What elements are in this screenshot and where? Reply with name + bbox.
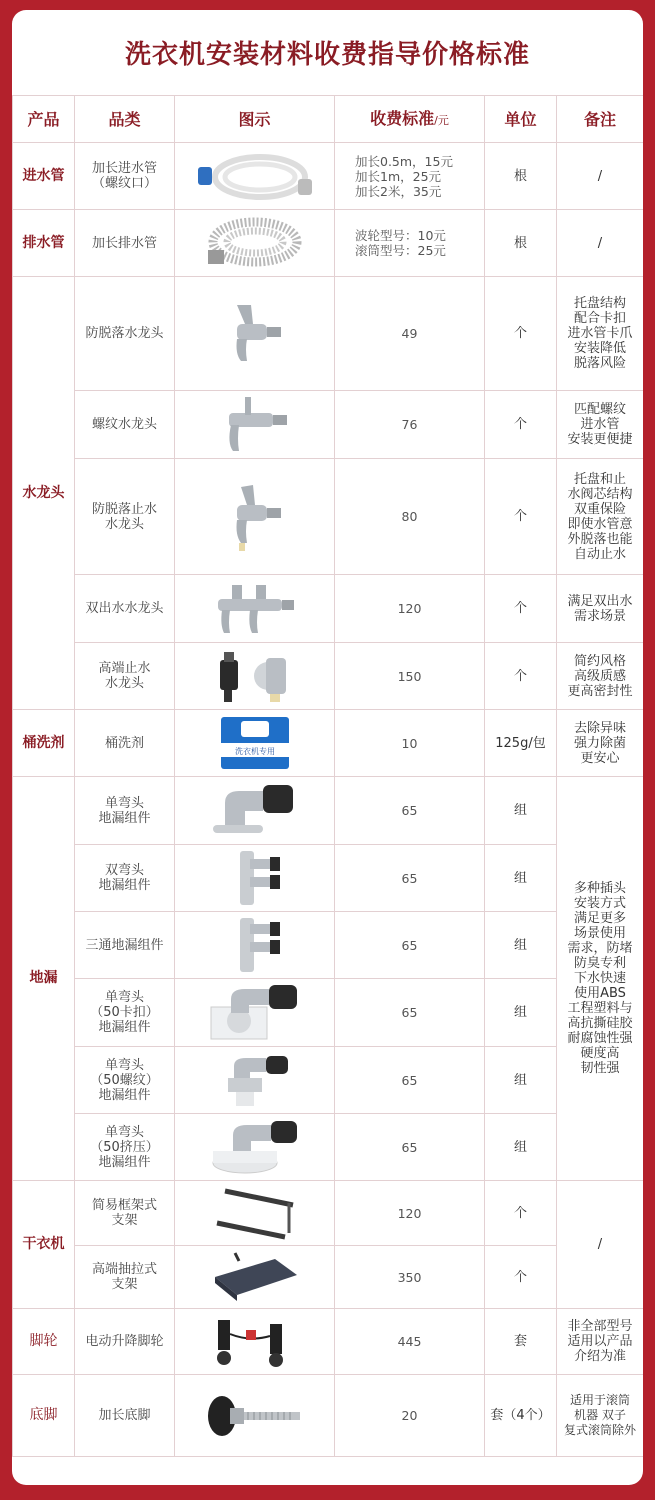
product-dryer: 干衣机 [13, 1181, 75, 1309]
unit-cell: 根 [485, 143, 557, 210]
unit-cell: 125g/包 [485, 710, 557, 777]
note-cell: 非全部型号 适用以产品 介绍为准 [557, 1309, 644, 1375]
table-row [13, 845, 644, 912]
product-floor-drain: 地漏 [13, 777, 75, 1181]
faucet-icon [215, 299, 295, 369]
unit-cell: 个 [485, 643, 557, 710]
product-inlet-hose: 进水管 [13, 143, 75, 210]
category-cell: 单弯头 地漏组件 [75, 777, 175, 845]
unit-cell: 组 [485, 1114, 557, 1181]
unit-cell: 个 [485, 277, 557, 391]
table-row [13, 143, 644, 210]
frame-bracket-icon [205, 1183, 305, 1243]
product-faucet: 水龙头 [13, 277, 75, 710]
image-cell [175, 277, 335, 391]
image-cell [175, 777, 335, 845]
product-caster: 脚轮 [13, 1309, 75, 1375]
price-cell: 65 [335, 777, 485, 845]
price-cell: 150 [335, 643, 485, 710]
price-cell: 65 [335, 979, 485, 1047]
image-cell [175, 575, 335, 643]
thread-elbow-drain-icon [210, 1050, 300, 1110]
page-title: 洗衣机安装材料收费指导价格标准 [124, 40, 530, 70]
unit-cell: 个 [485, 391, 557, 459]
unit-cell: 组 [485, 1047, 557, 1114]
image-cell [175, 1375, 335, 1457]
price-table [12, 95, 643, 1457]
product-foot: 底脚 [13, 1375, 75, 1457]
unit-cell: 组 [485, 979, 557, 1047]
single-elbow-drain-icon [205, 781, 305, 841]
table-row [13, 391, 644, 459]
category-cell: 电动升降脚轮 [75, 1309, 175, 1375]
category-cell: 双出水水龙头 [75, 575, 175, 643]
header-unit: 单位 [485, 96, 557, 143]
cleaner-package-icon [215, 713, 295, 773]
category-cell: 桶洗剂 [75, 710, 175, 777]
table-row [13, 710, 644, 777]
image-cell [175, 845, 335, 912]
price-cell: 65 [335, 912, 485, 979]
image-cell [175, 912, 335, 979]
price-cell: 65 [335, 1114, 485, 1181]
category-cell: 加长排水管 [75, 210, 175, 277]
header-image: 图示 [175, 96, 335, 143]
category-cell: 加长底脚 [75, 1375, 175, 1457]
note-cell-floor-drain: 多种插头 安装方式 满足更多 场景使用 需求，防堵 防臭专利 下水快速 使用ABS 工程塑料与 高抗撕硅胶 耐腐蚀性强 硬度高 韧性强 [557, 777, 644, 1181]
inlet-hose-icon [190, 149, 320, 204]
header-category: 品类 [75, 96, 175, 143]
note-cell: / [557, 143, 644, 210]
clip-elbow-drain-icon [205, 983, 305, 1043]
unit-cell: 套（4个） [485, 1375, 557, 1457]
header-product: 产品 [13, 96, 75, 143]
unit-cell: 组 [485, 845, 557, 912]
table-row [13, 979, 644, 1047]
price-cell: 65 [335, 845, 485, 912]
price-cell: 波轮型号：10元 滚筒型号：25元 [335, 210, 485, 277]
double-elbow-drain-icon [220, 847, 290, 909]
image-cell [175, 1246, 335, 1309]
anti-drop-faucet-icon [215, 477, 295, 557]
category-cell: 单弯头 （50卡扣） 地漏组件 [75, 979, 175, 1047]
price-cell: 10 [335, 710, 485, 777]
unit-cell: 个 [485, 575, 557, 643]
header-price-unit: /元 [434, 113, 449, 127]
image-cell [175, 1309, 335, 1375]
header-price [335, 96, 485, 143]
unit-cell: 根 [485, 210, 557, 277]
price-cell: 120 [335, 575, 485, 643]
image-cell [175, 710, 335, 777]
category-cell: 单弯头 （50挤压） 地漏组件 [75, 1114, 175, 1181]
price-cell: 350 [335, 1246, 485, 1309]
note-cell: 简约风格 高级质感 更高密封性 [557, 643, 644, 710]
table-row [13, 1181, 644, 1246]
price-cell: 445 [335, 1309, 485, 1375]
unit-cell: 组 [485, 912, 557, 979]
note-cell: 托盘和止 水阀芯结构 双重保险 即使水管意 外脱落也能 自动止水 [557, 459, 644, 575]
table-row [13, 1375, 644, 1457]
category-cell: 高端抽拉式 支架 [75, 1246, 175, 1309]
drain-hose-icon [200, 214, 310, 272]
image-cell [175, 979, 335, 1047]
extended-foot-icon [200, 1386, 310, 1446]
table-row [13, 459, 644, 575]
product-cleaner: 桶洗剂 [13, 710, 75, 777]
product-drain-hose: 排水管 [13, 210, 75, 277]
category-cell: 螺纹水龙头 [75, 391, 175, 459]
price-cell: 76 [335, 391, 485, 459]
image-cell [175, 143, 335, 210]
price-cell: 65 [335, 1047, 485, 1114]
table-row [13, 1246, 644, 1309]
price-cell: 120 [335, 1181, 485, 1246]
image-cell [175, 459, 335, 575]
price-cell: 80 [335, 459, 485, 575]
note-cell: 满足双出水 需求场景 [557, 575, 644, 643]
image-cell [175, 210, 335, 277]
table-row [13, 210, 644, 277]
table-row [13, 277, 644, 391]
image-cell [175, 1114, 335, 1181]
table-row [13, 1309, 644, 1375]
package-label: 洗衣机专用 [234, 747, 275, 756]
premium-faucet-icon [210, 646, 300, 706]
pull-out-bracket-icon [205, 1247, 305, 1307]
category-cell: 高端止水 水龙头 [75, 643, 175, 710]
category-cell: 双弯头 地漏组件 [75, 845, 175, 912]
category-cell: 加长进水管 （螺纹口） [75, 143, 175, 210]
image-cell [175, 1047, 335, 1114]
unit-cell: 个 [485, 1181, 557, 1246]
image-cell [175, 1181, 335, 1246]
unit-cell: 组 [485, 777, 557, 845]
note-cell: 匹配螺纹 进水管 安装更便捷 [557, 391, 644, 459]
unit-cell: 个 [485, 459, 557, 575]
unit-cell: 套 [485, 1309, 557, 1375]
dual-outlet-faucet-icon [210, 579, 300, 639]
table-row [13, 1114, 644, 1181]
image-cell [175, 643, 335, 710]
category-cell: 三通地漏组件 [75, 912, 175, 979]
table-header-row [13, 96, 644, 143]
price-sheet [12, 10, 643, 1485]
note-cell: / [557, 210, 644, 277]
press-elbow-drain-icon [205, 1117, 305, 1177]
threaded-faucet-icon [215, 395, 295, 455]
note-cell-dryer: / [557, 1181, 644, 1309]
three-way-drain-icon [220, 914, 290, 976]
category-cell: 防脱落水龙头 [75, 277, 175, 391]
table-row [13, 912, 644, 979]
category-cell: 防脱落止水 水龙头 [75, 459, 175, 575]
header-price-label: 收费标准 [370, 108, 435, 128]
note-cell: 适用于滚筒 机器 双子 复式滚筒除外 [557, 1375, 644, 1457]
table-row [13, 1047, 644, 1114]
header-note: 备注 [557, 96, 644, 143]
table-row [13, 643, 644, 710]
price-cell: 20 [335, 1375, 485, 1457]
image-cell [175, 391, 335, 459]
note-cell: 托盘结构 配合卡扣 进水管卡爪 安装降低 脱落风险 [557, 277, 644, 391]
table-row [13, 777, 644, 845]
category-cell: 单弯头 （50螺纹） 地漏组件 [75, 1047, 175, 1114]
unit-cell: 个 [485, 1246, 557, 1309]
note-cell: 去除异味 强力除菌 更安心 [557, 710, 644, 777]
table-row [13, 575, 644, 643]
price-cell: 49 [335, 277, 485, 391]
price-cell: 加长0.5m，15元 加长1m，25元 加长2米，35元 [335, 143, 485, 210]
category-cell: 简易框架式 支架 [75, 1181, 175, 1246]
caster-icon [210, 1312, 300, 1372]
